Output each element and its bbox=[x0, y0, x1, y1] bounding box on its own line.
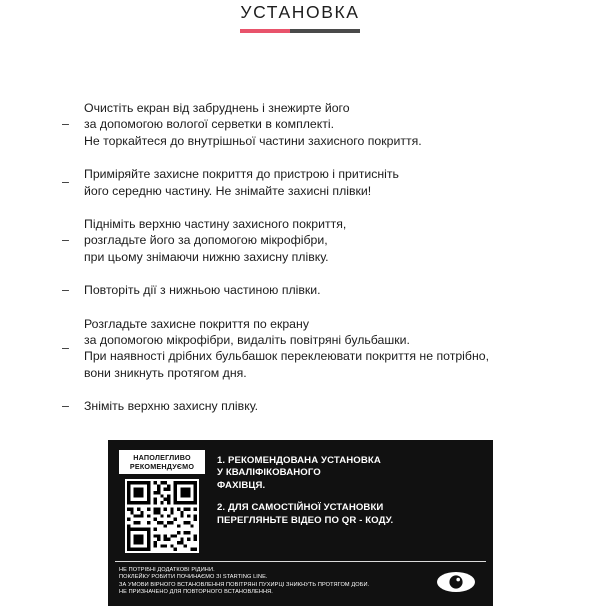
card-divider bbox=[115, 561, 486, 562]
step-line: Розгладьте захисне покриття по екрану bbox=[84, 316, 309, 331]
step-line: за допомогою вологої серветки в комплекті. bbox=[84, 117, 335, 132]
eye-icon bbox=[430, 571, 482, 593]
step-line: Підніміть верхню частину захисного покриття, bbox=[84, 217, 347, 232]
fineprint-block bbox=[119, 567, 430, 596]
recommendation-point-2-line2: ПЕРЕГЛЯНЬТЕ ВІДЕО ПО QR - КОДУ. bbox=[217, 514, 394, 526]
list-item bbox=[62, 282, 552, 298]
status-badge-line1: НАПОЛЕГЛИВО bbox=[133, 453, 191, 462]
list-item bbox=[62, 398, 552, 414]
step-text bbox=[84, 100, 552, 149]
step-line: вони зникнуть протягом дня. bbox=[84, 365, 247, 380]
step-text bbox=[84, 398, 552, 414]
recommendation-card-text bbox=[211, 443, 490, 559]
title-divider-dark bbox=[290, 29, 360, 33]
status-badge bbox=[119, 450, 205, 474]
step-line: Приміряйте захисне покриття до пристрою і притисніть bbox=[84, 167, 399, 182]
step-line: Повторіть дії з нижньою частиною плівки. bbox=[84, 283, 321, 298]
step-text bbox=[84, 316, 552, 382]
recommendation-point-2 bbox=[217, 502, 480, 527]
title-divider-accent bbox=[240, 29, 290, 33]
step-marker: – bbox=[62, 283, 69, 298]
status-badge-line2: РЕКОМЕНДУЄМО bbox=[129, 462, 195, 471]
installation-steps bbox=[62, 100, 552, 432]
fineprint-line: ПОКЛЕЙКУ РОБИТИ ПОЧИНАЄМО ЗІ STARTING LINE. bbox=[119, 574, 268, 581]
recommendation-point-2-line1: 2. ДЛЯ САМОСТІЙНОЇ УСТАНОВКИ bbox=[217, 502, 384, 514]
recommendation-card-top bbox=[111, 443, 490, 559]
page-title-block bbox=[0, 0, 600, 33]
qr-code-icon[interactable] bbox=[125, 479, 199, 553]
list-item bbox=[62, 216, 552, 265]
recommendation-card-left bbox=[111, 443, 211, 559]
step-line: Зніміть верхню захисну плівку. bbox=[84, 399, 259, 414]
step-line: При наявності дрібних бульбашок переклеювати покриття не потрібно, bbox=[84, 349, 489, 364]
list-item bbox=[62, 316, 552, 382]
recommendation-card-bottom bbox=[111, 562, 490, 603]
page-title: УСТАНОВКА bbox=[240, 2, 360, 22]
title-divider bbox=[240, 29, 360, 33]
step-marker: – bbox=[62, 233, 69, 248]
recommendation-point-1-line1: 1. РЕКОМЕНДОВАНА УСТАНОВКА bbox=[217, 455, 381, 466]
fineprint-line: НЕ ПРИЗНАЧЕНО ДЛЯ ПОВТОРНОГО ВСТАНОВЛЕННЯ. bbox=[119, 588, 273, 595]
fineprint-line: НЕ ПОТРІБНІ ДОДАТКОВІ РІДИНИ. bbox=[119, 567, 215, 573]
fineprint-line: ЗА УМОВИ ВІРНОГО ВСТАНОВЛЕННЯ ПОВІТРЯНІ ПУХИРЦІ ЗНИКНУТЬ ПРОТЯГОМ ДОБИ. bbox=[119, 581, 370, 588]
step-text bbox=[84, 216, 552, 265]
step-marker: – bbox=[62, 341, 69, 356]
recommendation-point-1 bbox=[217, 455, 480, 492]
step-line: його середню частину. Не знімайте захисні плівки! bbox=[84, 183, 372, 198]
step-text bbox=[84, 282, 552, 298]
recommendation-card bbox=[108, 440, 493, 606]
step-marker: – bbox=[62, 117, 69, 132]
step-line: при цьому знімаючи нижню захисну плівку. bbox=[84, 249, 329, 264]
recommendation-card-inner bbox=[111, 443, 490, 603]
recommendation-point-1-line3: ФАХІВЦЯ. bbox=[217, 479, 266, 491]
step-marker: – bbox=[62, 399, 69, 414]
step-line: Очистіть екран від забруднень і знежирте його bbox=[84, 101, 350, 115]
list-item bbox=[62, 166, 552, 199]
step-line: Не торкайтеся до внутрішньої частини захисного покриття. bbox=[84, 133, 422, 148]
step-line: розгладьте його за допомогою мікрофібри, bbox=[84, 233, 328, 248]
recommendation-point-1-line2: У КВАЛІФІКОВАНОГО bbox=[217, 467, 321, 479]
step-marker: – bbox=[62, 175, 69, 190]
step-text bbox=[84, 166, 552, 199]
list-item bbox=[62, 100, 552, 149]
step-line: за допомогою мікрофібри, видаліть повітряні бульбашки. bbox=[84, 333, 410, 348]
